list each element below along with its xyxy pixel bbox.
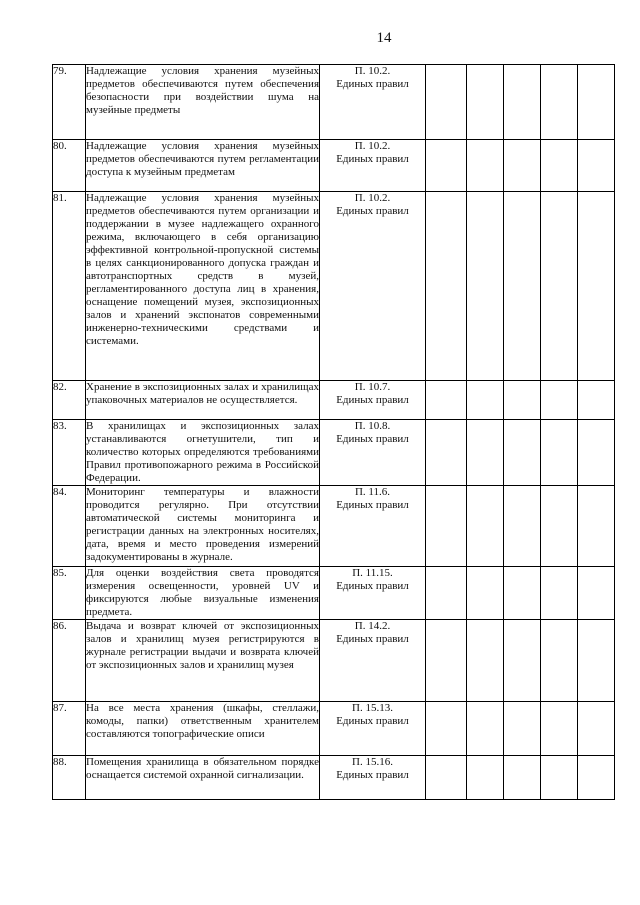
requirement-text: Мониторинг температуры и влажности проводится регулярно. При отсутствии автоматической системы мониторинга и регистрации данных на электронных носителях, дата, время и место проведения измерений задокументированы в журнале. — [86, 486, 320, 567]
empty-cell — [541, 192, 578, 381]
reference-cell — [320, 702, 426, 756]
table-row — [53, 192, 615, 381]
reference-clause: П. 10.2. — [354, 140, 391, 152]
reference-cell — [320, 756, 426, 800]
reference-cell — [320, 140, 426, 192]
empty-cell — [541, 420, 578, 486]
reference-cell — [320, 381, 426, 420]
reference-cell — [320, 486, 426, 567]
reference-cell — [320, 620, 426, 702]
reference-document: Единых правил — [336, 153, 409, 165]
table-row — [53, 486, 615, 567]
table-row — [53, 381, 615, 420]
empty-cell — [541, 486, 578, 567]
row-number: 80. — [53, 140, 86, 192]
table-row — [53, 140, 615, 192]
empty-cell — [467, 65, 504, 140]
requirement-text: Надлежащие условия хранения музейных предметов обеспечиваются путем обеспечения безопасности при воздействии шума на музейные предметы — [86, 65, 320, 140]
empty-cell — [504, 140, 541, 192]
reference-document: Единых правил — [336, 499, 409, 511]
empty-cell — [578, 140, 615, 192]
reference-clause: П. 14.2. — [354, 620, 391, 632]
reference-clause: П. 11.6. — [354, 486, 391, 498]
table-row — [53, 702, 615, 756]
checklist-table — [52, 64, 615, 800]
reference-clause: П. 10.2. — [354, 65, 391, 77]
empty-cell — [541, 65, 578, 140]
requirement-text: На все места хранения (шкафы, стеллажи, комоды, папки) ответственным хранителем составляются топографические описи — [86, 702, 320, 756]
reference-document: Единых правил — [336, 205, 409, 217]
empty-cell — [504, 620, 541, 702]
empty-cell — [541, 620, 578, 702]
empty-cell — [541, 381, 578, 420]
empty-cell — [426, 140, 467, 192]
empty-cell — [426, 486, 467, 567]
reference-clause: П. 10.8. — [354, 420, 391, 432]
reference-clause: П. 10.7. — [354, 381, 391, 393]
checklist-body — [53, 65, 615, 800]
empty-cell — [578, 756, 615, 800]
empty-cell — [467, 486, 504, 567]
reference-document: Единых правил — [336, 580, 409, 592]
empty-cell — [467, 702, 504, 756]
row-number: 86. — [53, 620, 86, 702]
reference-cell — [320, 420, 426, 486]
empty-cell — [504, 702, 541, 756]
empty-cell — [578, 486, 615, 567]
empty-cell — [578, 620, 615, 702]
empty-cell — [467, 567, 504, 620]
reference-cell — [320, 567, 426, 620]
empty-cell — [467, 420, 504, 486]
empty-cell — [578, 381, 615, 420]
row-number: 82. — [53, 381, 86, 420]
requirement-text: Надлежащие условия хранения музейных предметов обеспечиваются путем организации и поддержании в музее надлежащего охранного режима, включающего в себя организацию эффективной контрольной-пропускной системы в целях санкционированного допуска граждан и автотранспортных средств в музей, регламентированного доступа лиц в хранения, оснащение помещений музея, экспозиционных залов и хранений экспонатов современными инженерно-техническими средствами и системами. — [86, 192, 320, 381]
empty-cell — [467, 620, 504, 702]
empty-cell — [467, 381, 504, 420]
reference-document: Единых правил — [336, 394, 409, 406]
requirement-text: В хранилищах и экспозиционных залах устанавливаются огнетушители, тип и количество которых определяются требованиями Правил противопожарного режима в Российской Федерации. — [86, 420, 319, 484]
empty-cell — [426, 567, 467, 620]
empty-cell — [426, 756, 467, 800]
row-number: 87. — [53, 702, 86, 756]
empty-cell — [426, 420, 467, 486]
empty-cell — [504, 420, 541, 486]
empty-cell — [467, 756, 504, 800]
empty-cell — [426, 620, 467, 702]
empty-cell — [504, 381, 541, 420]
row-number: 81. — [53, 192, 86, 381]
empty-cell — [578, 420, 615, 486]
empty-cell — [504, 486, 541, 567]
empty-cell — [578, 65, 615, 140]
reference-clause: П. 10.2. — [354, 192, 391, 204]
empty-cell — [578, 192, 615, 381]
row-number: 83. — [53, 420, 86, 486]
reference-clause: П. 15.13. — [352, 702, 393, 714]
empty-cell — [541, 702, 578, 756]
reference-document: Единых правил — [336, 769, 409, 781]
requirement-text: Хранение в экспозиционных залах и хранилищах упаковочных материалов не осуществляется. — [86, 381, 320, 420]
requirement-text: Для оценки воздействия света проводятся измерения освещенности, уровней UV и фиксируются любые визуальные изменения предмета. — [86, 567, 319, 618]
empty-cell — [541, 756, 578, 800]
empty-cell — [426, 381, 467, 420]
requirement-text: Надлежащие условия хранения музейных предметов обеспечиваются путем регламентации доступа к музейным предметам — [86, 140, 320, 192]
requirement-text: Выдача и возврат ключей от экспозиционных залов и хранилищ музея регистрируются в журнале регистрации выдачи и возврата ключей от экспозиционных залов и хранилищ музея — [86, 620, 320, 702]
table-row — [53, 65, 615, 140]
empty-cell — [467, 192, 504, 381]
table-row — [53, 756, 615, 800]
reference-document: Единых правил — [336, 78, 409, 90]
row-number: 88. — [53, 756, 86, 800]
reference-clause: П. 15.16. — [352, 756, 393, 768]
page-number: 14 — [376, 30, 392, 46]
requirement-text: Помещения хранилища в обязательном порядке оснащается системой охранной сигнализации. — [86, 756, 320, 800]
empty-cell — [426, 192, 467, 381]
table-row — [53, 620, 615, 702]
empty-cell — [467, 140, 504, 192]
empty-cell — [578, 567, 615, 620]
empty-cell — [504, 756, 541, 800]
empty-cell — [578, 702, 615, 756]
empty-cell — [541, 140, 578, 192]
empty-cell — [504, 192, 541, 381]
reference-document: Единых правил — [336, 433, 409, 445]
empty-cell — [541, 567, 578, 620]
row-number: 84. — [53, 486, 86, 567]
empty-cell — [504, 567, 541, 620]
reference-cell — [320, 192, 426, 381]
reference-document: Единых правил — [336, 633, 409, 645]
row-number: 85. — [53, 567, 86, 620]
reference-document: Единых правил — [336, 715, 409, 727]
row-number: 79. — [53, 65, 86, 140]
reference-clause: П. 11.15. — [352, 567, 393, 579]
table-row — [53, 567, 615, 620]
empty-cell — [426, 65, 467, 140]
table-row — [53, 420, 615, 486]
empty-cell — [504, 65, 541, 140]
reference-cell — [320, 65, 426, 140]
empty-cell — [426, 702, 467, 756]
